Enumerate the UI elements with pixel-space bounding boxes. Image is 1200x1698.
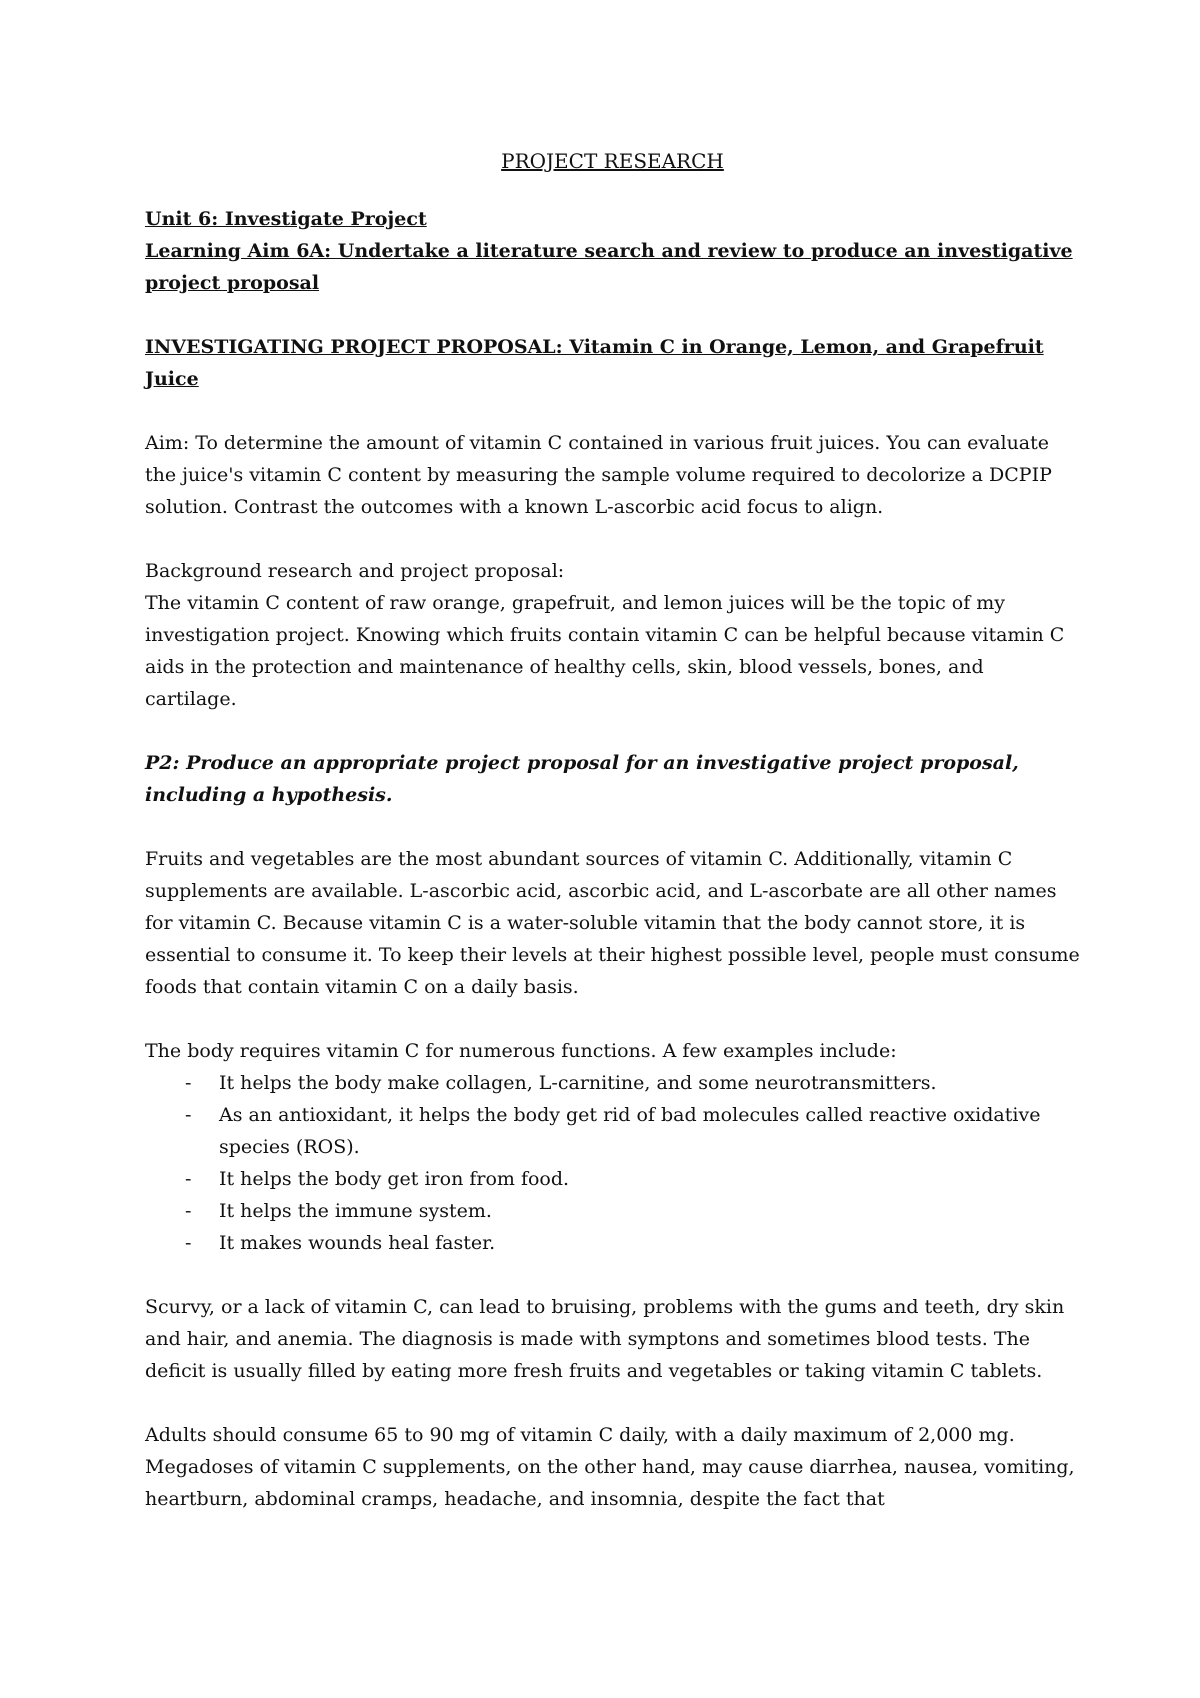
- document-title: PROJECT RESEARCH: [501, 149, 724, 173]
- background-paragraph: The vitamin C content of raw orange, grapefruit, and lemon juices will be the topic of my investigation project. Knowing which fruits contain vitamin C can be helpful because vitamin C aids in the protection and maintenance of healthy cells, skin, blood vessels, bones, and cartilage.: [145, 592, 1065, 710]
- background-label: Background research and project proposal:: [145, 560, 565, 582]
- scurvy-paragraph: Scurvy, or a lack of vitamin C, can lead to bruising, problems with the gums and teeth, dry skin and hair, and anemia. The diagnosis is made with symptons and sometimes blood tests. The deficit is usually filled by eating more fresh fruits and vegetables or taking vitamin C tablets.: [145, 1296, 1065, 1382]
- adults-paragraph: Adults should consume 65 to 90 mg of vitamin C daily, with a daily maximum of 2,000 mg. Megadoses of vitamin C supplements, on the other hand, may cause diarrhea, nausea, vomiting, heartburn, abdominal cramps, headache, and insomnia, despite the fact that: [145, 1424, 1075, 1510]
- list-item: - It helps the body make collagen, L-carnitine, and some neurotransmitters.: [145, 1067, 1080, 1099]
- list-item: - It helps the immune system.: [145, 1195, 1080, 1227]
- learning-aim-heading: Learning Aim 6A: Undertake a literature search and review to produce an investigative project proposal: [145, 240, 1073, 294]
- document-page: [145, 145, 1080, 1515]
- list-item: - As an antioxidant, it helps the body get rid of bad molecules called reactive oxidative species (ROS).: [145, 1099, 1080, 1163]
- functions-intro: The body requires vitamin C for numerous functions. A few examples include:: [145, 1040, 897, 1062]
- p2-heading: P2: Produce an appropriate project proposal for an investigative project proposal, including a hypothesis.: [145, 752, 1019, 806]
- aim-paragraph: Aim: To determine the amount of vitamin C contained in various fruit juices. You can evaluate the juice's vitamin C content by measuring the sample volume required to decolorize a DCPIP solution. Contrast the outcomes with a known L-ascorbic acid focus to align.: [145, 432, 1052, 518]
- sources-paragraph: Fruits and vegetables are the most abundant sources of vitamin C. Additionally, vitamin C supplements are available. L-ascorbic acid, ascorbic acid, and L-ascorbate are all other names for vitamin C. Because vitamin C is a water-soluble vitamin that the body cannot store, it is essential to consume it. To keep their levels at their highest possible level, people must consume foods that contain vitamin C on a daily basis.: [145, 848, 1080, 998]
- list-item: - It makes wounds heal faster.: [145, 1227, 1080, 1259]
- functions-list: [145, 1067, 1080, 1259]
- proposal-heading: INVESTIGATING PROJECT PROPOSAL: Vitamin C in Orange, Lemon, and Grapefruit Juice: [145, 336, 1044, 390]
- unit-heading: Unit 6: Investigate Project: [145, 208, 427, 230]
- list-item: - It helps the body get iron from food.: [145, 1163, 1080, 1195]
